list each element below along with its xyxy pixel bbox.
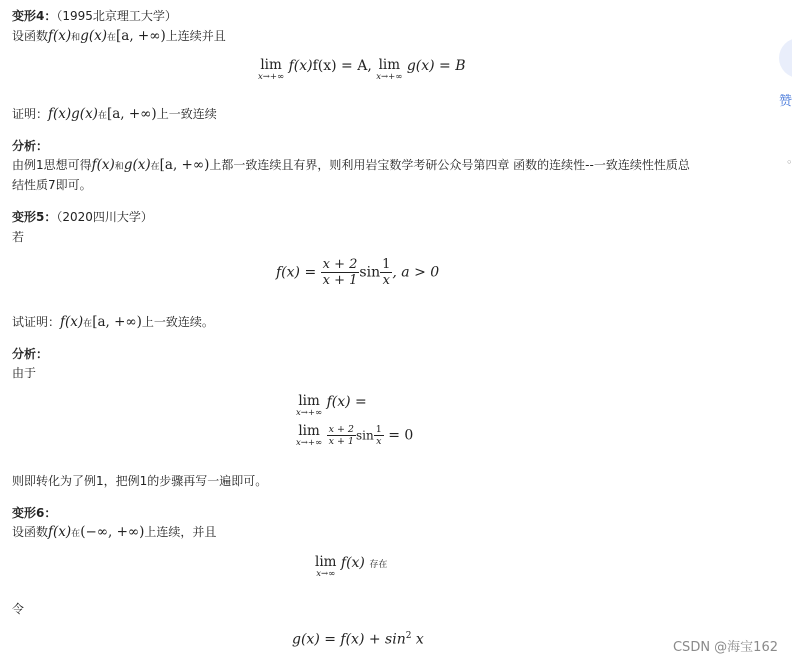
text: 和 [114, 162, 124, 172]
v6-let: 令 [12, 602, 25, 616]
frac [374, 424, 384, 447]
analysis1-heading: 分析： [12, 139, 49, 153]
numerator: x + 2 [322, 257, 358, 272]
sin: sin [359, 264, 381, 281]
math-interval: [a, +∞) [92, 314, 142, 330]
lim-operator [258, 58, 284, 82]
analysis2-eq-line1 [296, 394, 367, 418]
lim-word: lim [378, 57, 401, 73]
lim-word: lim [315, 554, 337, 570]
v4-limit-equation [258, 58, 466, 82]
like-label[interactable]: 赞 [779, 94, 792, 109]
math-interval: [a, +∞) [106, 106, 157, 122]
lim-word: lim [298, 393, 320, 409]
lim-sub: x→+∞ [258, 72, 285, 82]
eq-text: g(x) = f(x) + sin [292, 631, 406, 648]
side-marker: ◦ [786, 156, 792, 169]
math-interval: [a, +∞) [116, 28, 166, 44]
math-fxgx: f(x)g(x) [48, 106, 98, 122]
v5-heading-label: 变形5： [12, 210, 57, 224]
lim-operator [315, 555, 336, 579]
text: 试证明： [12, 315, 61, 329]
v5-prove [12, 314, 214, 332]
analysis1-line2: 结性质7即可。 [12, 178, 92, 192]
math-fx: f(x) [340, 555, 365, 571]
text: 在 [71, 529, 81, 539]
superscript: 2 [405, 631, 412, 641]
text: 上都一致连续且有界，则利用岩宝数学考研公众号第四章 函数的连续性--一致连续性性质总 [209, 158, 690, 172]
v6-line1 [12, 524, 216, 542]
denominator: x + 1 [328, 436, 354, 447]
v4-source: （1995北京理工大学） [56, 9, 177, 23]
lim-operator [376, 58, 402, 82]
text: 上一致连续 [156, 107, 217, 121]
denominator: x [382, 273, 390, 288]
v6-heading: 变形6： [12, 506, 57, 520]
analysis2-conclusion: 则即转化为了例1，把例1的步骤再写一遍即可。 [12, 474, 268, 488]
frac [380, 257, 392, 288]
eq-text: g(x) = B [406, 58, 466, 74]
frac [327, 424, 356, 447]
math-fx: f(x) [288, 58, 313, 74]
denominator: x + 1 [322, 273, 358, 288]
text: 在 [97, 111, 107, 121]
lim-sub: x→+∞ [296, 408, 323, 418]
v6-g-equation [292, 631, 424, 648]
numerator: 1 [382, 257, 391, 272]
math-fx: f(x) [60, 314, 84, 330]
exists-label: 存在 [369, 560, 388, 570]
math-fx: f(x) [91, 157, 115, 173]
text: 设函数 [12, 29, 49, 43]
sin: sin [355, 428, 374, 443]
math-interval: (−∞, +∞) [80, 524, 145, 540]
frac [321, 257, 360, 288]
text: 设函数 [12, 525, 49, 539]
v4-heading [12, 8, 177, 24]
text: 上连续并且 [165, 29, 226, 43]
eq-lhs: f(x) = [326, 394, 367, 410]
eq-text: x [411, 631, 424, 648]
text: 上连续，并且 [144, 525, 217, 539]
numerator: 1 [375, 424, 382, 435]
lim-operator [296, 394, 322, 418]
v5-if: 若 [12, 230, 25, 244]
math-gx: g(x) [123, 157, 151, 173]
eq-rhs: = 0 [388, 427, 414, 444]
lim-sub: x→+∞ [296, 438, 323, 448]
v4-prove [12, 106, 217, 124]
analysis2-eq-line2 [296, 424, 413, 448]
lim-operator [296, 424, 322, 448]
text: 由例1思想可得 [12, 158, 92, 172]
text: 和 [71, 33, 81, 43]
denominator: x [376, 436, 382, 447]
numerator: x + 2 [328, 424, 354, 435]
text: 在 [150, 162, 160, 172]
math-fx: f(x) [48, 524, 72, 540]
text: 在 [106, 33, 116, 43]
eq-text: f(x) = A, [312, 58, 372, 74]
lim-word: lim [298, 423, 320, 439]
like-button[interactable] [779, 38, 792, 78]
eq-lhs: f(x) = [276, 264, 317, 281]
lim-sub: x→+∞ [376, 72, 403, 82]
text: 上一致连续。 [141, 315, 214, 329]
v6-limit-equation [315, 555, 387, 579]
analysis2-since: 由于 [12, 366, 37, 380]
v4-heading-label: 变形4： [12, 9, 57, 23]
lim-sub: x→∞ [316, 569, 336, 579]
analysis2-heading: 分析： [12, 347, 49, 361]
v5-source: （2020四川大学） [56, 210, 153, 224]
text: 在 [83, 319, 93, 329]
math-fx: f(x) [48, 28, 72, 44]
csdn-watermark: CSDN @海宝162 [672, 640, 778, 655]
v5-heading [12, 209, 153, 225]
lim-word: lim [260, 57, 282, 73]
math-gx: g(x) [80, 28, 107, 44]
v4-line1 [12, 28, 226, 46]
math-interval: [a, +∞) [159, 157, 210, 173]
text: 证明： [12, 107, 49, 121]
eq-tail: , a > 0 [392, 264, 440, 281]
analysis1-line1 [12, 157, 690, 175]
v5-equation [276, 257, 439, 288]
